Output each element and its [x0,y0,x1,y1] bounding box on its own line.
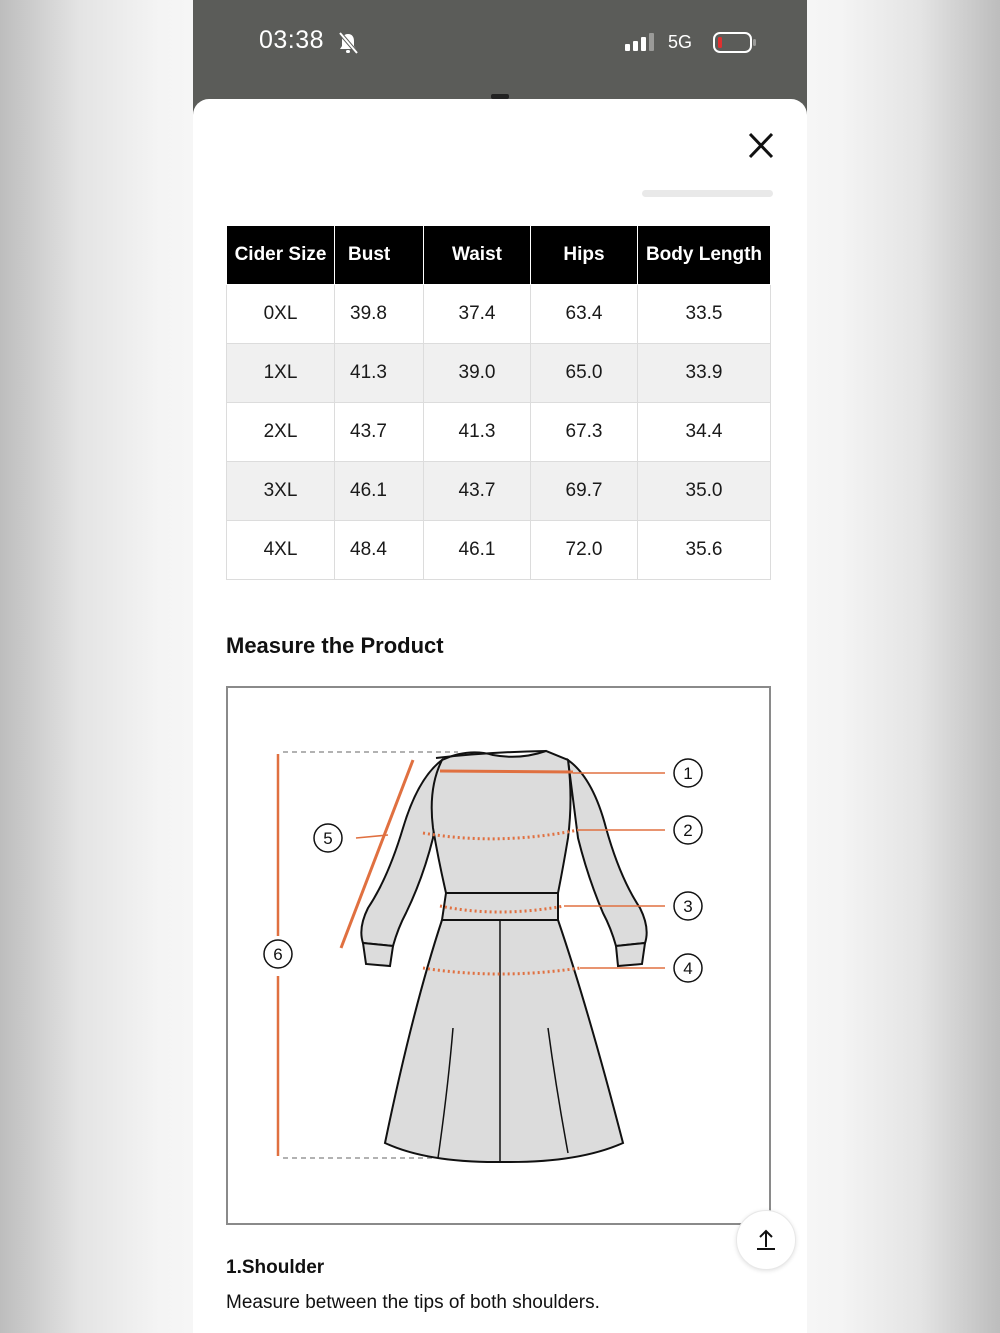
marker-3 [674,892,702,920]
table-cell: 4XL [227,521,335,580]
marker-5 [314,824,342,852]
phone-screen [193,0,807,1333]
close-button[interactable] [744,131,778,161]
table-cell: 33.5 [638,285,771,344]
table-row [227,344,771,403]
table-header-row [227,226,771,285]
table-cell: 39.8 [335,285,424,344]
table-cell: 2XL [227,403,335,462]
marker-1 [674,759,702,787]
table-row [227,403,771,462]
table-cell: 41.3 [424,403,531,462]
table-cell: 63.4 [531,285,638,344]
svg-text:4: 4 [683,959,693,978]
svg-text:2: 2 [683,821,693,840]
table-cell: 41.3 [335,344,424,403]
section-title: Measure the Product [226,633,444,658]
signal-icon [625,32,657,57]
table-cell: 43.7 [335,403,424,462]
scroll-to-top-button[interactable] [736,1210,796,1270]
marker-4 [674,954,702,982]
table-cell: 34.4 [638,403,771,462]
close-icon [744,131,778,161]
svg-text:5: 5 [323,829,333,848]
battery-icon [713,32,757,59]
svg-text:3: 3 [683,897,693,916]
marker-2 [674,816,702,844]
arrow-up-icon [737,1211,795,1269]
table-cell: 69.7 [531,462,638,521]
table-row [227,462,771,521]
table-cell: 48.4 [335,521,424,580]
header-bust: Bust [335,226,424,285]
header-waist: Waist [424,226,531,285]
table-cell: 37.4 [424,285,531,344]
header-body-length: Body Length [638,226,771,285]
size-table [226,225,771,580]
table-cell: 35.6 [638,521,771,580]
table-cell: 35.0 [638,462,771,521]
table-cell: 39.0 [424,344,531,403]
table-cell: 65.0 [531,344,638,403]
svg-text:1: 1 [683,764,693,783]
table-cell: 46.1 [335,462,424,521]
table-cell: 3XL [227,462,335,521]
table-cell: 67.3 [531,403,638,462]
table-row [227,285,771,344]
table-cell: 1XL [227,344,335,403]
table-cell: 46.1 [424,521,531,580]
measurement-item-title: 1.Shoulder [226,1257,325,1278]
network-label: 5G [668,32,693,52]
scroll-hint-bar [642,190,773,197]
measurement-diagram [226,686,771,1225]
bell-muted-icon [337,31,359,60]
header-cider-size: Cider Size [227,226,335,285]
measurement-item-description: Measure between the tips of both shoulders. [226,1292,600,1313]
table-cell: 33.9 [638,344,771,403]
svg-text:6: 6 [273,945,283,964]
status-time: 03:38 [259,26,325,54]
table-cell: 72.0 [531,521,638,580]
header-hips: Hips [531,226,638,285]
table-row [227,521,771,580]
marker-6 [264,940,292,968]
table-cell: 0XL [227,285,335,344]
table-cell: 43.7 [424,462,531,521]
dress-diagram [228,688,773,1227]
